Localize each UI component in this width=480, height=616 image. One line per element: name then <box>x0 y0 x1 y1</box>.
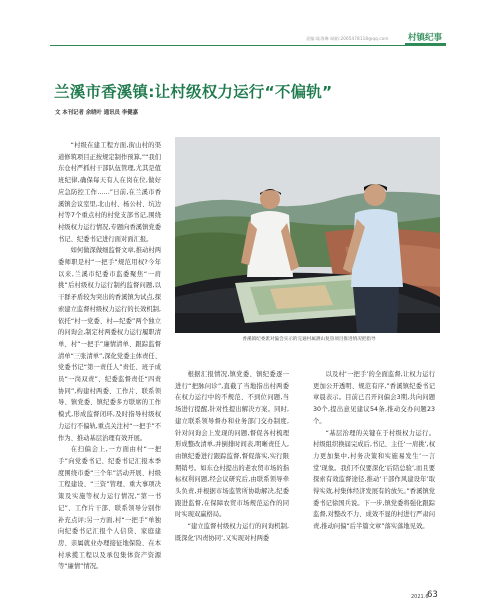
article-title: 兰溪市香溪镇:让村级权力运行“不偏轨” <box>54 83 333 101</box>
paragraph: “基层治理的关键在于村级权力运行。村级组织换届完成后,书记、主任‘一肩挑’,权力更加集中,村务决策和实施易发生‘一言堂’现象。我们不仅要深化‘后陪总验’,而且要探索有效监督途径,推动‘干部作风建设年’取得实效,村集体经济发展有的放矢。”香溪镇党委书记徐国兵说。下一步,镇党委将强化跟踪监督,对整改不力、成效不显的村进行严肃问责,推动问偏“后半篇文章”落实落地见效。 <box>313 429 435 531</box>
photo-caption: 香溪镇纪委派对偏会实示的完通村属测山复垦项目推进情况把指导 <box>242 337 376 342</box>
article-photo <box>175 137 440 333</box>
page-number: 63 <box>427 590 438 600</box>
text-column-1 <box>58 140 161 590</box>
paragraph: 如何做深做细监督文章,推动村两委师职是村“一把手”规范用权?今年以来,兰溪市纪委市监委聚焦“一肩挑”后村级权力运行制约监督问题,以干群矛盾较为突出的香溪镇为试点,探索建立监督村级权力运行的长效机制,依托“村一党委、村—纪委”两个独立的问询会,制定村两委权力运行履职清单、村“一把手”廉情清单、跟踪监督清单“三张清单”,深化党委主体责任、党委书记“第一责任人”责任、班子成员“一岗双责”、纪委监督责任“四责协同”,构建村两委、工作片、联系领导、镇党委、镇纪委多方联席的工作模式,形成监督闭环,及时指导村级权力运行不偏轨,重点关注村“一把手”不作为、推动基层治理有效开展。 <box>58 247 161 442</box>
header-editor-info: 责编:陆海琳 邮箱:2065478118@qq.com <box>306 36 389 41</box>
header-accent-bar <box>405 43 446 46</box>
paragraph: 在扫偏会上,一方面由村“一把手”向党委书记、纪委书记汇报本季度围绕市委“三个年”活动开展、村级工程建设、“三资”管理、重大事项决策及实施等权力运行情况,“第一书记”、工作片干部、联系领导分别作补充点评;另一方面,村“一把手”单独向纪委书记汇报个人信贷、家庭建房、亲属就业办理接征地保险、在本村承揽工程以及承包集体资产资源等“廉情”情况。 <box>58 446 161 571</box>
paragraph: 以及村‘一把手’的全面监督,让权力运行更加公开透明、规范有序,”香溪镇纪委书记章晨表示。目前已召开问偏会3期,共向问题30个,提出意见建议54条,推动交办问题23个。 <box>313 371 435 425</box>
paragraph: “村级在建工程方面,街山村的渠道修筑项目正按规定制作预算,”“我们东仓村严抓村干部队伍管理,尤其是值班纪律,确保每天有人在岗在位,做好应急防控工作……”日前,在兰溪市香溪镇会议室里,北山村、杨公村、坑边村等7个重点村的村党支部书记,围绕村级权力运行情况,专题向香溪镇党委书记、纪委书记进行面对面汇报。 <box>58 142 161 243</box>
header-rule <box>50 45 446 46</box>
paragraph: “建立监督村级权力运行的问询机制,既深化‘四责协同’,又实现对村两委 <box>175 523 289 542</box>
text-column-3 <box>313 369 435 579</box>
section-label: 村镇纪事 <box>408 33 443 43</box>
issue-date: 2021.6 <box>411 594 429 600</box>
photo-two-officials-reviewing-map <box>175 137 440 333</box>
article-byline: 文 本刊记者 余晓叶 通讯员 李健嘉 <box>55 110 138 116</box>
paragraph: 根据汇报情况,镇党委、镇纪委逐一进行“把脉问诊”,直截了当地指出村两委在权力运行中的不规范、不到位问题,当场进行提醒,针对性提出解决方案。同时,建立联系领导督办和业务部门交办制度,针对问询会上发现的问题,督促各村梳理形成整改清单,并倒排时间表,明晰责任人,由镇纪委进行跟踪监督,督促落实,实行限期销号。如东仓村提出的老农贸市场的指标权利问题,经会议研究后,由联系领导牵头负责,并根据市场监管所协助解决,纪委跟进监督,在保障农贸市场规范运作的同时实现双赢格局。 <box>175 371 289 519</box>
text-column-2 <box>175 369 289 579</box>
